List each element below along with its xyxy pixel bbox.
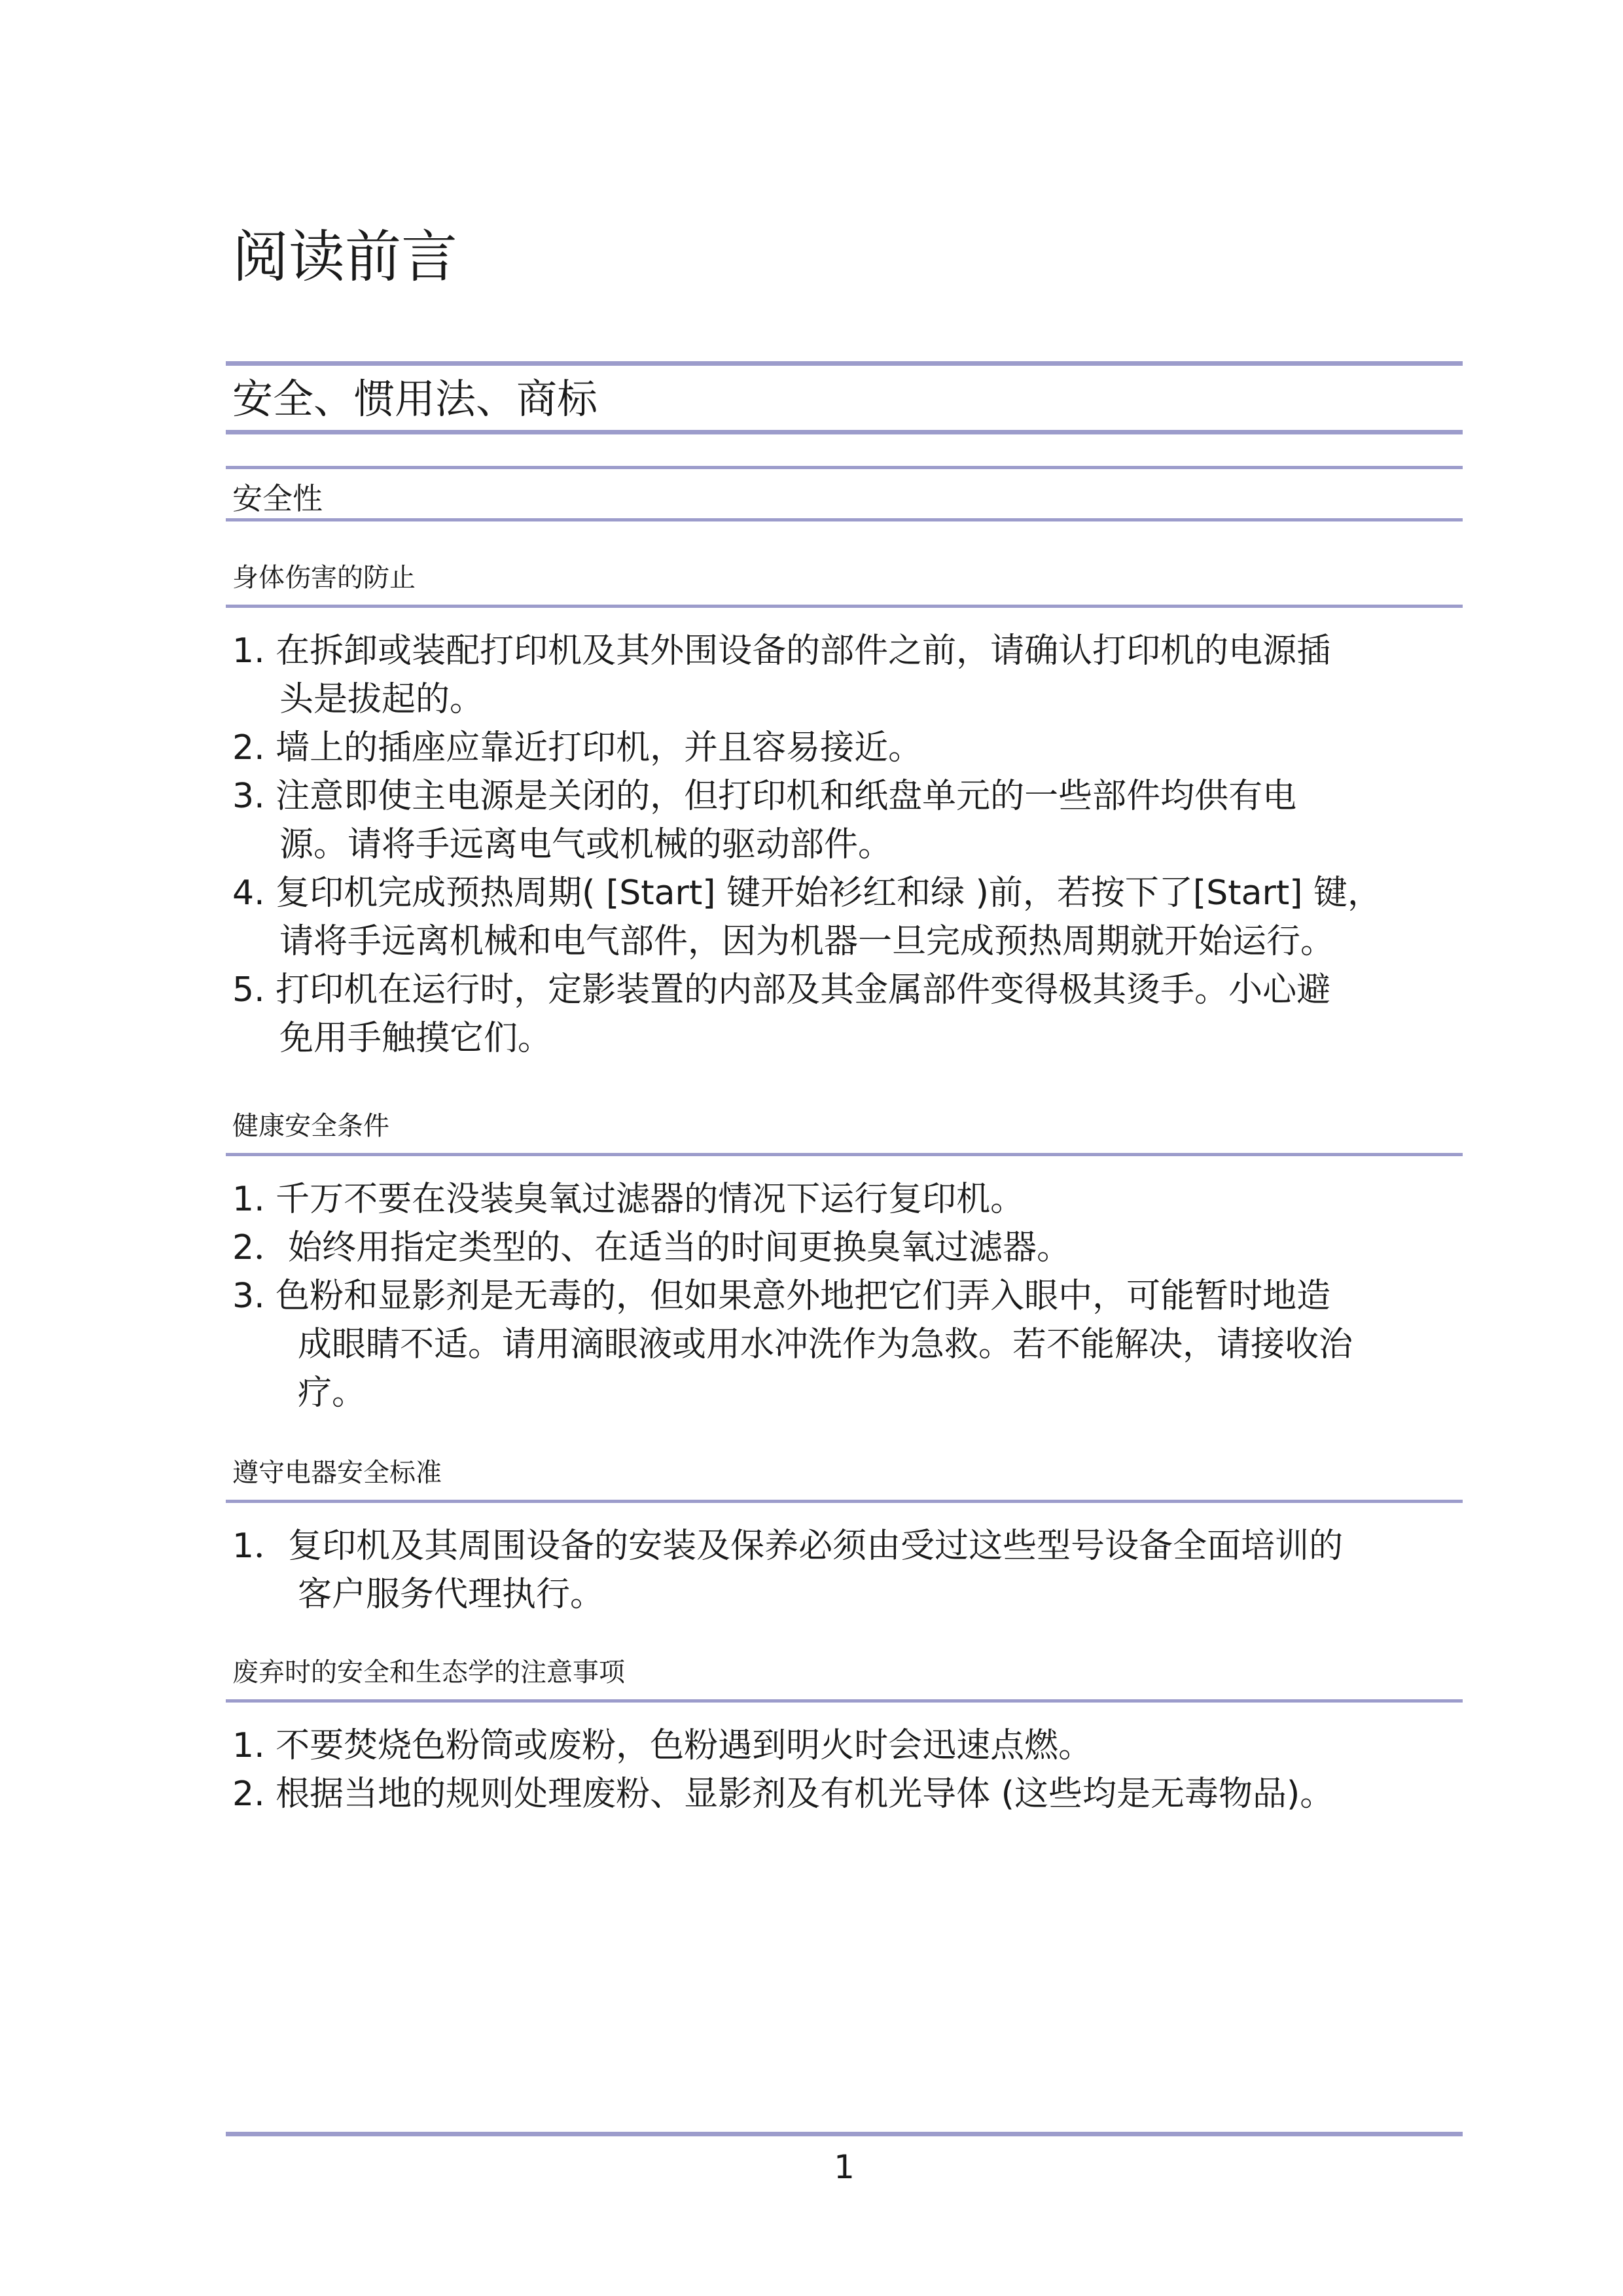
list-item-line: 源。请将手远离电气或机械的驱动部件。 (279, 825, 893, 864)
topic-heading-health: 健康安全条件 (232, 1111, 389, 1141)
list-item-line: 头是拔起的。 (279, 680, 484, 719)
list-item-line: 疗。 (298, 1373, 366, 1413)
list-item-line: 1. 不要焚烧色粉筒或废粉，色粉遇到明火时会迅速点燃。 (232, 1726, 1093, 1765)
list-item-line: 1．复印机及其周围设备的安装及保养必须由受过这些型号设备全面培训的 (232, 1527, 1344, 1566)
list-item (232, 869, 1382, 966)
list-item (232, 724, 1382, 772)
list-item-line: 3. 注意即使主电源是关闭的，但打印机和纸盘单元的一些部件均供有电 (232, 777, 1297, 816)
subsection-heading: 安全性 (232, 481, 323, 516)
page-title: 阅读前言 (232, 224, 457, 290)
list-item (232, 1224, 1353, 1272)
list-item (232, 1722, 1334, 1770)
topic-heading-electrical: 遵守电器安全标准 (232, 1458, 442, 1488)
list-item-line: 2．始终用指定类型的、在适当的时间更换臭氧过滤器。 (232, 1228, 1071, 1267)
list-item-line: 2. 墙上的插座应靠近打印机，并且容易接近。 (232, 728, 923, 768)
topic-rule-electrical (226, 1500, 1463, 1503)
health-list (232, 1175, 1353, 1417)
list-item (232, 1272, 1353, 1417)
list-item (232, 1175, 1353, 1224)
topic-heading-injury: 身体伤害的防止 (232, 563, 416, 593)
electrical-list (232, 1522, 1343, 1619)
list-item-line: 2. 根据当地的规则处理废粉、显影剂及有机光导体 (这些均是无毒物品)。 (232, 1775, 1334, 1814)
list-item (232, 966, 1382, 1063)
list-item (232, 1522, 1343, 1619)
subsection-rule-top (226, 466, 1463, 469)
list-item (232, 627, 1382, 724)
topic-rule-disposal (226, 1699, 1463, 1703)
list-item-line: 1. 在拆卸或装配打印机及其外围设备的部件之前，请确认打印机的电源插 (232, 631, 1331, 671)
topic-heading-disposal: 废弃时的安全和生态学的注意事项 (232, 1657, 625, 1687)
disposal-list (232, 1722, 1334, 1818)
list-item (232, 772, 1382, 869)
list-item-line: 请将手远离机械和电气部件，因为机器一旦完成预热周期就开始运行。 (279, 922, 1335, 961)
list-item-line: 4. 复印机完成预热周期( [Start] 键开始衫红和绿 )前，若按下了[Start] 键， (232, 874, 1382, 913)
section-rule-bottom (226, 430, 1463, 434)
list-item-line: 客户服务代理执行。 (298, 1575, 605, 1614)
list-item-line: 5. 打印机在运行时，定影装置的内部及其金属部件变得极其烫手。小心避 (232, 970, 1331, 1010)
list-item-line: 3. 色粉和显影剂是无毒的，但如果意外地把它们弄入眼中，可能暂时地造 (232, 1277, 1331, 1316)
list-item-line: 成眼睛不适。请用滴眼液或用水冲洗作为急救。若不能解决，请接收治 (298, 1325, 1353, 1364)
section-rule-top (226, 361, 1463, 366)
topic-rule-health (226, 1153, 1463, 1156)
page-number: 1 (834, 2148, 855, 2186)
list-item (232, 1770, 1334, 1818)
list-item-line: 免用手触摸它们。 (279, 1019, 552, 1058)
section-heading: 安全、惯用法、商标 (232, 375, 598, 423)
list-item-line: 1. 千万不要在没装臭氧过滤器的情况下运行复印机。 (232, 1180, 1025, 1219)
injury-list (232, 627, 1382, 1063)
subsection-rule-bottom (226, 518, 1463, 521)
footer-rule (226, 2132, 1463, 2136)
topic-rule-injury (226, 605, 1463, 608)
